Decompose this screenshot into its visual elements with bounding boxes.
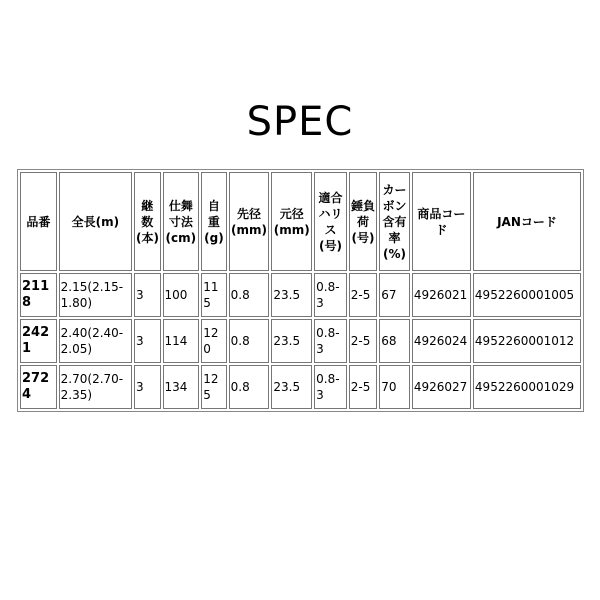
header-cell: 商品コード: [412, 172, 471, 271]
page-title: SPEC: [246, 99, 354, 145]
table-cell: 2.15(2.15-1.80): [59, 273, 132, 317]
table-cell: 0.8: [229, 365, 270, 409]
table-cell: 0.8-3: [314, 273, 347, 317]
header-cell: JANコード: [473, 172, 581, 271]
table-cell: 2-5: [349, 365, 378, 409]
table-cell: 4926027: [412, 365, 471, 409]
table-cell: 134: [163, 365, 200, 409]
table-cell: 100: [163, 273, 200, 317]
table-cell: 115: [201, 273, 226, 317]
table-row: [20, 365, 581, 409]
header-cell: カーボン含有率(%): [379, 172, 410, 271]
table-cell: 68: [379, 319, 410, 363]
table-row: [20, 273, 581, 317]
table-cell: 4952260001012: [473, 319, 581, 363]
header-cell: 継数(本): [134, 172, 160, 271]
header-cell: 先径(mm): [229, 172, 270, 271]
table-cell: 0.8-3: [314, 365, 347, 409]
table-cell: 4926024: [412, 319, 471, 363]
table-cell: 2118: [20, 273, 57, 317]
table-cell: 23.5: [271, 365, 312, 409]
spec-table: [17, 169, 584, 412]
table-cell: 70: [379, 365, 410, 409]
header-cell: 自重(g): [201, 172, 226, 271]
table-cell: 0.8: [229, 273, 270, 317]
table-cell: 2421: [20, 319, 57, 363]
table-cell: 2724: [20, 365, 57, 409]
table-cell: 2.70(2.70-2.35): [59, 365, 132, 409]
table-header-row: [20, 172, 581, 271]
table-cell: 120: [201, 319, 226, 363]
table-cell: 4952260001005: [473, 273, 581, 317]
header-cell: 全長(m): [59, 172, 132, 271]
table-cell: 3: [134, 273, 160, 317]
table-cell: 3: [134, 319, 160, 363]
table-cell: 2-5: [349, 273, 378, 317]
table-cell: 0.8: [229, 319, 270, 363]
header-cell: 仕舞寸法(cm): [163, 172, 200, 271]
table-row: [20, 319, 581, 363]
table-cell: 0.8-3: [314, 319, 347, 363]
header-cell: 品番: [20, 172, 57, 271]
header-cell: 適合ハリス(号): [314, 172, 347, 271]
header-cell: 錘負荷(号): [349, 172, 378, 271]
table-cell: 2-5: [349, 319, 378, 363]
table-cell: 3: [134, 365, 160, 409]
table-cell: 125: [201, 365, 226, 409]
table-cell: 4952260001029: [473, 365, 581, 409]
table-cell: 4926021: [412, 273, 471, 317]
table-cell: 23.5: [271, 273, 312, 317]
table-cell: 67: [379, 273, 410, 317]
table-cell: 23.5: [271, 319, 312, 363]
table-cell: 2.40(2.40-2.05): [59, 319, 132, 363]
table-cell: 114: [163, 319, 200, 363]
header-cell: 元径(mm): [271, 172, 312, 271]
